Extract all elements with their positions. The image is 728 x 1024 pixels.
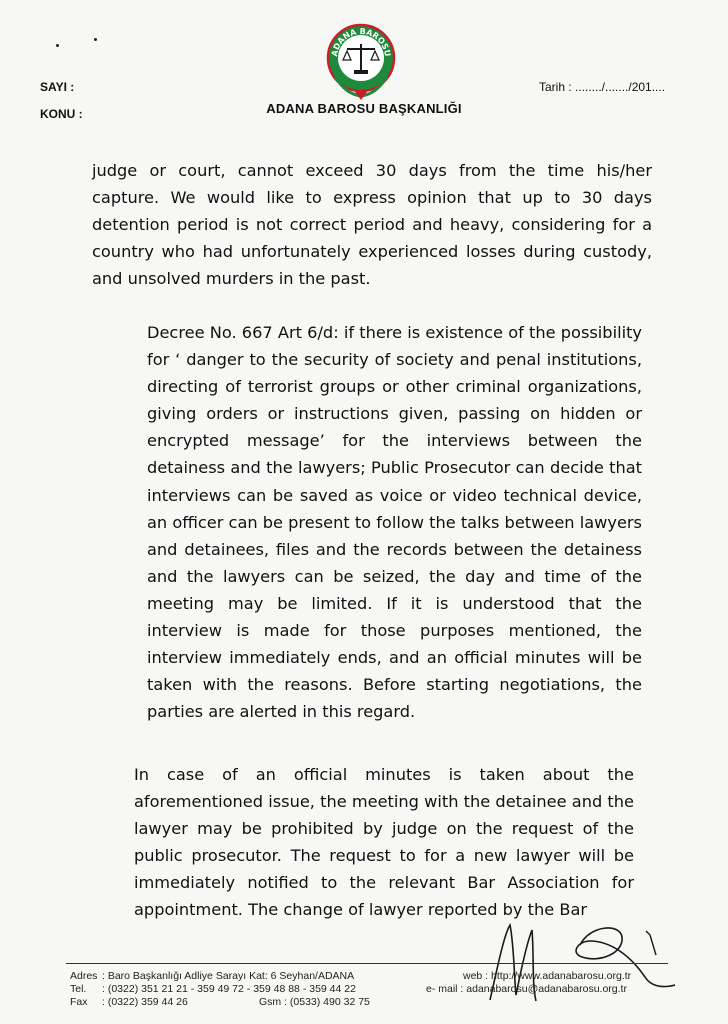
fax-label: Fax <box>70 996 88 1008</box>
logo-ring-text: ADANA BAROSU <box>329 26 393 58</box>
address-value: : Baro Başkanlığı Adliye Sarayı Kat: 6 Seyhan/ADANA <box>102 970 355 982</box>
paragraph-official-minutes: In case of an official minutes is taken about the aforementioned issue, the meeting with the detainee and the lawyer may be prohibited by judge on the request of the public prosecutor. The request to for a new lawyer will be immediately notified to the relevant Bar Association for appointment. The change of lawyer reported by the Bar <box>134 765 634 920</box>
tel-value: : (0322) 351 21 21 - 359 49 72 - 359 48 88 - 359 44 22 <box>102 983 356 995</box>
web-link[interactable]: http://www.adanabarosu.org.tr <box>491 970 632 982</box>
bar-association-logo <box>325 20 397 100</box>
footer-web <box>463 970 631 983</box>
footer-fax <box>70 996 188 1009</box>
email-label: e- mail : <box>426 983 464 995</box>
footer-address <box>70 970 354 983</box>
paragraph-decree-667: Decree No. 667 Art 6/d: if there is existence of the possibility for ‘ danger to the security of society and penal institutions, directing of terrorist groups or other criminal organizations, giving orders or instructions given, passing on hidden or encrypted message’ for the interviews between the detainess and the lawyers; Public Prosecutor can decide that interviews can be saved as voice or video technical device, an officer can be present to follow the talks between lawyers and detainees, files and the records between the detainess and the lawyers can be seized, the day and time of the meeting may be limited. If it is understood that the interview is made for those purposes mentioned, the interview immediately ends, and an official minutes will be taken with the reasons. Before starting negotiations, the parties are alerted in this regard. <box>147 323 642 722</box>
footer-email <box>426 983 627 996</box>
office-title: ADANA BAROSU BAŞKANLIĞI <box>266 101 462 116</box>
footer-divider <box>66 963 668 964</box>
email-link[interactable]: adanabarosu@adanabarosu.org.tr <box>466 983 627 995</box>
handwritten-signature <box>470 905 700 1015</box>
paragraph-detention-period: judge or court, cannot exceed 30 days from the time his/her capture. We would like to express opinion that up to 30 days detention period is not correct period and heavy, considering for a country who had unfortunately experienced losses during custody, and unsolved murders in the past. <box>92 161 652 289</box>
web-label: web : <box>463 970 489 982</box>
fax-value: : (0322) 359 44 26 <box>102 996 188 1008</box>
footer-gsm: Gsm : (0533) 490 32 75 <box>259 996 370 1008</box>
date-field: Tarih : ......../......./201.... <box>539 80 666 94</box>
konu-label: KONU : <box>40 107 83 121</box>
scan-marks <box>44 34 114 54</box>
address-label: Adres <box>70 970 98 982</box>
tel-label: Tel. <box>70 983 87 995</box>
sayi-label: SAYI : <box>40 80 75 94</box>
footer-telephone <box>70 983 356 996</box>
